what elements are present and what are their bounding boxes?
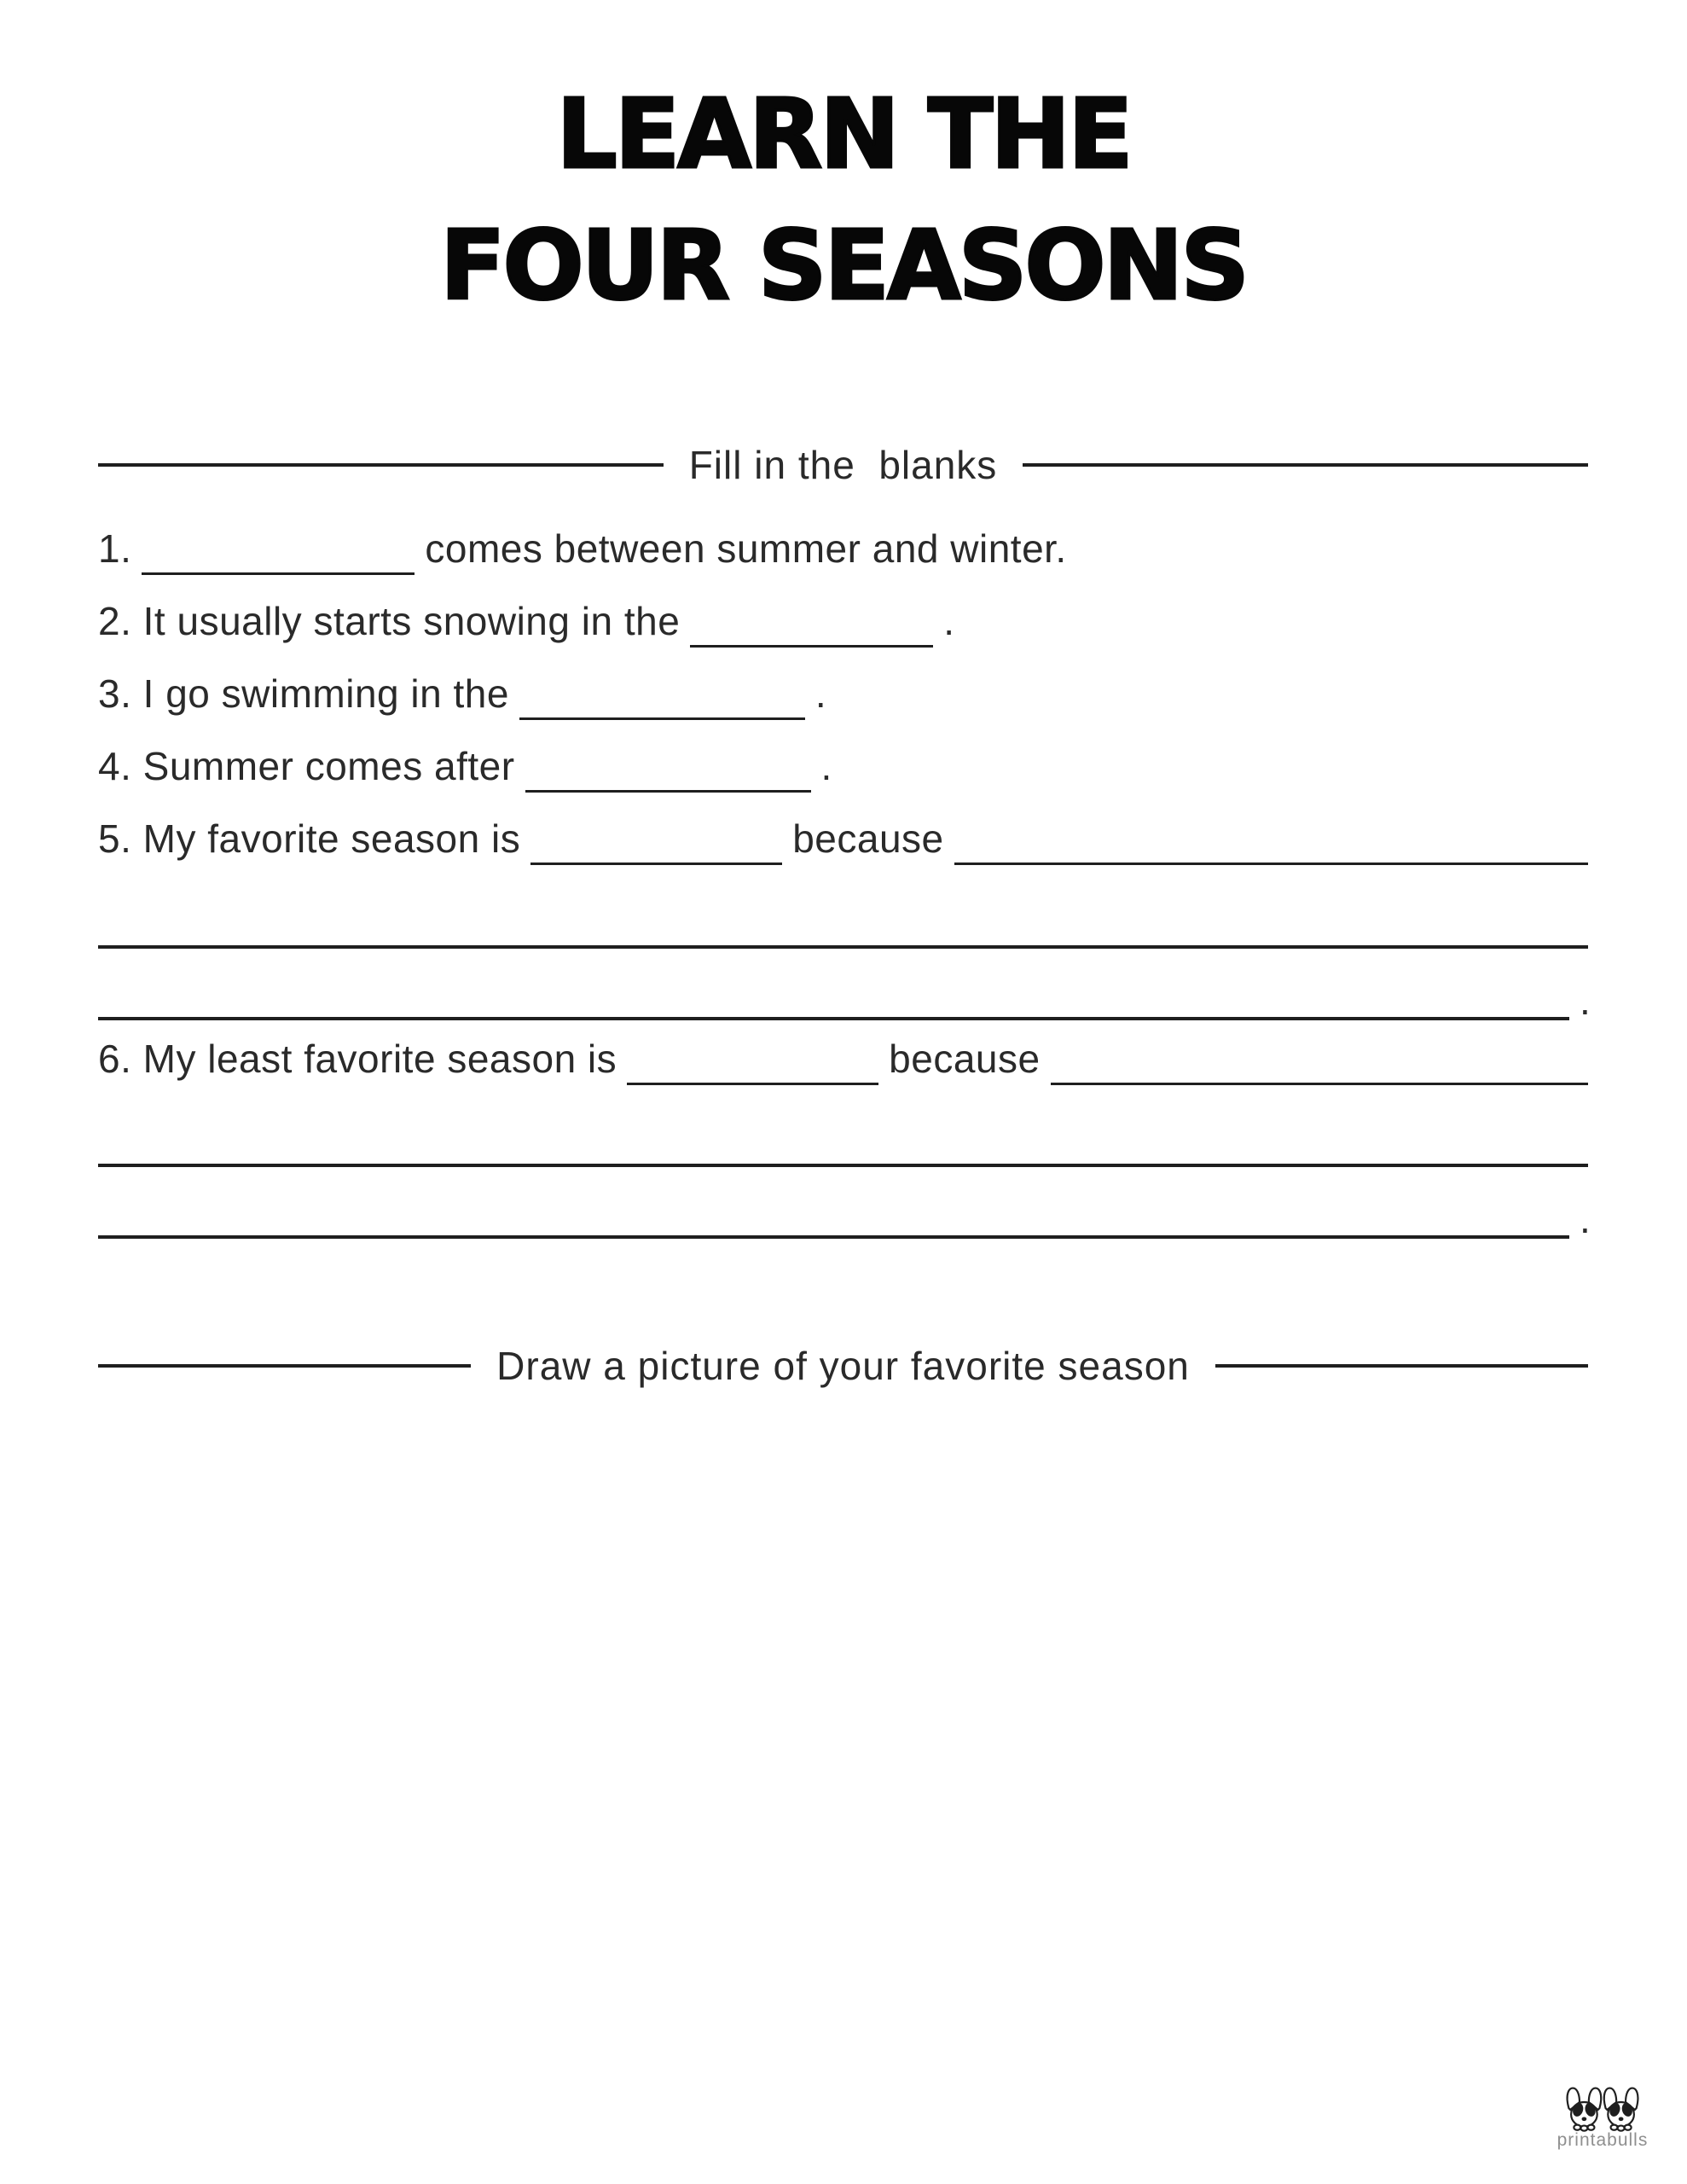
question-2: [98, 595, 1588, 648]
question-3-suffix: .: [815, 671, 827, 716]
question-3: [98, 667, 1588, 720]
question-5-because-blank: [954, 817, 1588, 865]
draw-picture-heading: Draw a picture of your favorite season: [496, 1344, 1190, 1388]
brand-logo: [1552, 2085, 1653, 2150]
question-2-prefix: 2. It usually starts snowing in the: [98, 599, 681, 643]
question-6-end-period: .: [1580, 1197, 1591, 1241]
question-1: [98, 522, 1588, 575]
divider-line-right: [1215, 1364, 1588, 1368]
question-3-answer-blank: [519, 672, 805, 720]
question-5: [98, 812, 1588, 865]
fill-in-the-blanks-header: [98, 439, 1588, 491]
question-4: [98, 740, 1588, 793]
page-title-line-2: FOUR SEASONS: [439, 211, 1248, 322]
question-5-mid: because: [792, 816, 944, 861]
divider-line-left: [98, 463, 664, 467]
question-5-writing-line-1: [98, 945, 1588, 949]
question-5-end-period: .: [1580, 979, 1591, 1023]
divider-line-left: [98, 1364, 471, 1368]
two-bulldogs-icon: [1557, 2085, 1649, 2135]
question-6-writing-line-1: [98, 1164, 1588, 1167]
question-6-answer-blank: [627, 1037, 878, 1085]
drawing-area: [98, 1399, 1588, 2048]
question-6-prefix: 6. My least favorite season is: [98, 1037, 617, 1081]
draw-picture-header: [98, 1339, 1588, 1392]
question-5-answer-blank: [530, 817, 782, 865]
question-6-because-blank: [1051, 1037, 1588, 1085]
question-5-prefix: 5. My favorite season is: [98, 816, 521, 861]
brand-name: printabulls: [1557, 2130, 1649, 2150]
question-4-prefix: 4. Summer comes after: [98, 744, 515, 788]
question-4-suffix: .: [820, 744, 832, 788]
fill-in-the-blanks-heading: Fill in the blanks: [688, 443, 998, 487]
divider-line-right: [1023, 463, 1588, 467]
question-4-answer-blank: [525, 745, 811, 793]
question-6: [98, 1032, 1588, 1085]
question-3-prefix: 3. I go swimming in the: [98, 671, 509, 716]
question-6-mid: because: [889, 1037, 1041, 1081]
question-1-prefix: 1.: [98, 526, 132, 571]
question-5-writing-line-2: [98, 979, 1591, 1023]
page-title-line-1: LEARN THE: [556, 79, 1131, 190]
question-1-answer-blank: [142, 527, 415, 575]
question-6-writing-line-2: [98, 1197, 1591, 1241]
question-1-suffix: comes between summer and winter.: [425, 526, 1067, 571]
question-2-suffix: .: [943, 599, 955, 643]
question-2-answer-blank: [690, 600, 933, 648]
